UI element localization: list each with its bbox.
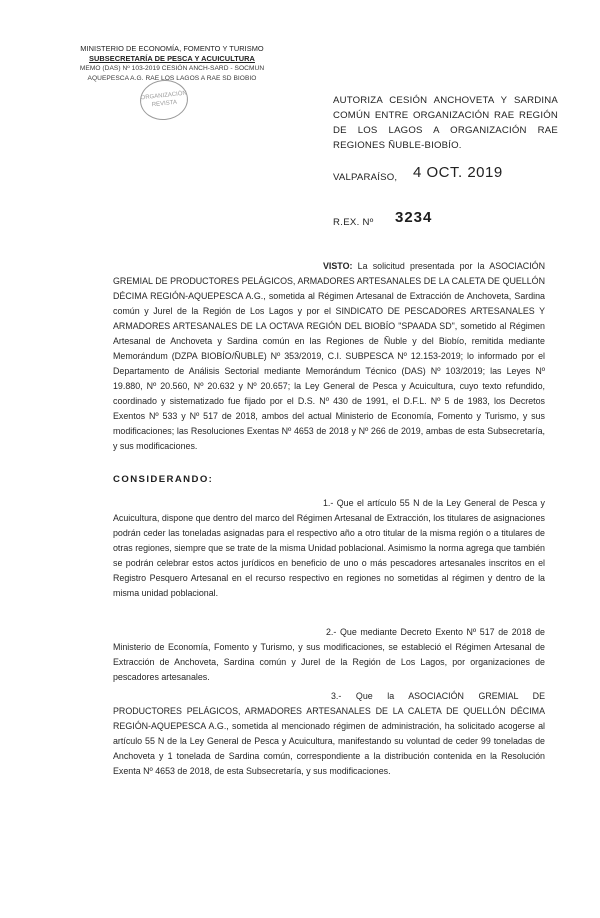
memo-reference-line-1: MEMO (DAS) Nº 103-2019 CESIÓN ANCH-SARD - SOCMUN (79, 65, 265, 72)
memo-reference-line-2: AQUEPESCA A.G. RAE LOS LAGOS A RAE SD BIOBIO (87, 75, 257, 82)
visto-text: La solicitud presentada por la ASOCIACIÓN GREMIAL DE PRODUCTORES PELÁGICOS, ARMADORES ARTESANALES DE LA CALETA DE QUELLÓN DÉCIMA REGIÓN-AQUEPESCA A.G., sometida al Régimen Artesanal de Extracción de Anchoveta, Sardina común y Jurel de la Región de Los Lagos y por el SINDICATO DE PESCADORES ARTESANALES Y ARMADORES ARTESANALES DE LA OCTAVA REGIÓN DEL BIOBÍO "SPAADA SD", sometido al Régimen Artesanal de Anchoveta y Sardina común en las Regiones de Ñuble y del Biobío, remitida mediante Memorándum (DZPA BIOBÍO/ÑUBLE) Nº 353/2019, C.I. SUBPESCA Nº 12.153-2019; lo informado por el Departamento de Análisis Sectorial mediante Memorándum Técnico (DAS) Nº 103/2019; las Leyes Nº 19.880, Nº 20.560, Nº 20.632 y Nº 20.657; la Ley General de Pesca y Acuicultura, cuyo texto refundido, coordinado y sistematizado fue fijado por el D.S. Nº 430 de 1991, el D.F.L. Nº 5 de 1983, los Decretos Exentos Nº 533 y Nº 517 de 2018, ambos del actual Ministerio de Economía, Fomento y Turismo, y sus modificaciones; las Resoluciones Exentas Nº 4653 de 2018 y Nº 266 de 2019, ambas de esta Subsecretaría, y sus modificaciones. (113, 261, 545, 451)
considerando-paragraph-3 (113, 689, 545, 779)
considerando-paragraph-2 (113, 625, 545, 685)
rex-label: R.EX. Nº (333, 217, 374, 228)
ministry-name: MINISTERIO DE ECONOMÍA, FOMENTO Y TURISMO (80, 44, 264, 53)
seal-text-line-1: ORGANIZACIÓN (140, 90, 188, 102)
considerando-paragraph-1 (113, 496, 545, 601)
resolution-date: 4 OCT. 2019 (413, 164, 503, 181)
subsecretaria-name: SUBSECRETARÍA DE PESCA Y ACUICULTURA (89, 54, 255, 63)
considerando-heading: CONSIDERANDO: (113, 474, 214, 485)
letterhead (62, 44, 282, 84)
paragraph-3-text: 3.- Que la ASOCIACIÓN GREMIAL DE PRODUCTORES PELÁGICOS, ARMADORES ARTESANALES DE LA CALETA DE QUELLÓN DÉCIMA REGIÓN-AQUEPESCA A.G., sometida al mencionado régimen de administración, ha solicitado acogerse al artículo 55 N de la Ley General de Pesca y Acuicultura, manifestando su voluntad de ceder 99 toneladas de Anchoveta y 1 tonelada de Sardina común, correspondiente a la distribución contenida en la Resolución Exenta Nº 4653 de 2018, de esta Subsecretaría, y sus modificaciones. (113, 691, 545, 776)
place-label: VALPARAÍSO, (333, 172, 398, 183)
paragraph-2-text: 2.- Que mediante Decreto Exento Nº 517 de 2018 de Ministerio de Economía, Fomento y Turismo, y sus modificaciones, se estableció el Régimen Artesanal de Extracción de Anchoveta, Sardina común y Jurel de la Región de Los Lagos, por organizaciones de pescadores artesanales. (113, 627, 545, 682)
office-seal-stamp (138, 78, 190, 123)
visto-label: VISTO: (323, 261, 353, 271)
resolution-summary: AUTORIZA CESIÓN ANCHOVETA Y SARDINA COMÚN ENTRE ORGANIZACIÓN RAE REGIÓN DE LOS LAGOS A ORGANIZACIÓN RAE REGIONES ÑUBLE-BIOBÍO. (333, 95, 558, 151)
rex-number: 3234 (395, 209, 433, 226)
visto-paragraph (113, 259, 545, 454)
paragraph-1-text: 1.- Que el artículo 55 N de la Ley General de Pesca y Acuicultura, dispone que dentro del marco del Régimen Artesanal de Extracción, los titulares de asignaciones podrán ceder las toneladas asignadas para el respectivo año a otro titular de la misma región o a titulares de otras regiones, siempre que se trate de la misma Unidad poblacional. Asimismo la norma agrega que también se podrán celebrar estos actos jurídicos en beneficio de uno o más pescadores artesanales inscritos en el Registro Pesquero Artesanal en el recurso respectivo en regiones no sometidas al régimen y dentro de la misma unidad poblacional. (113, 498, 545, 598)
seal-text-line-2: REVISTA (151, 99, 178, 109)
